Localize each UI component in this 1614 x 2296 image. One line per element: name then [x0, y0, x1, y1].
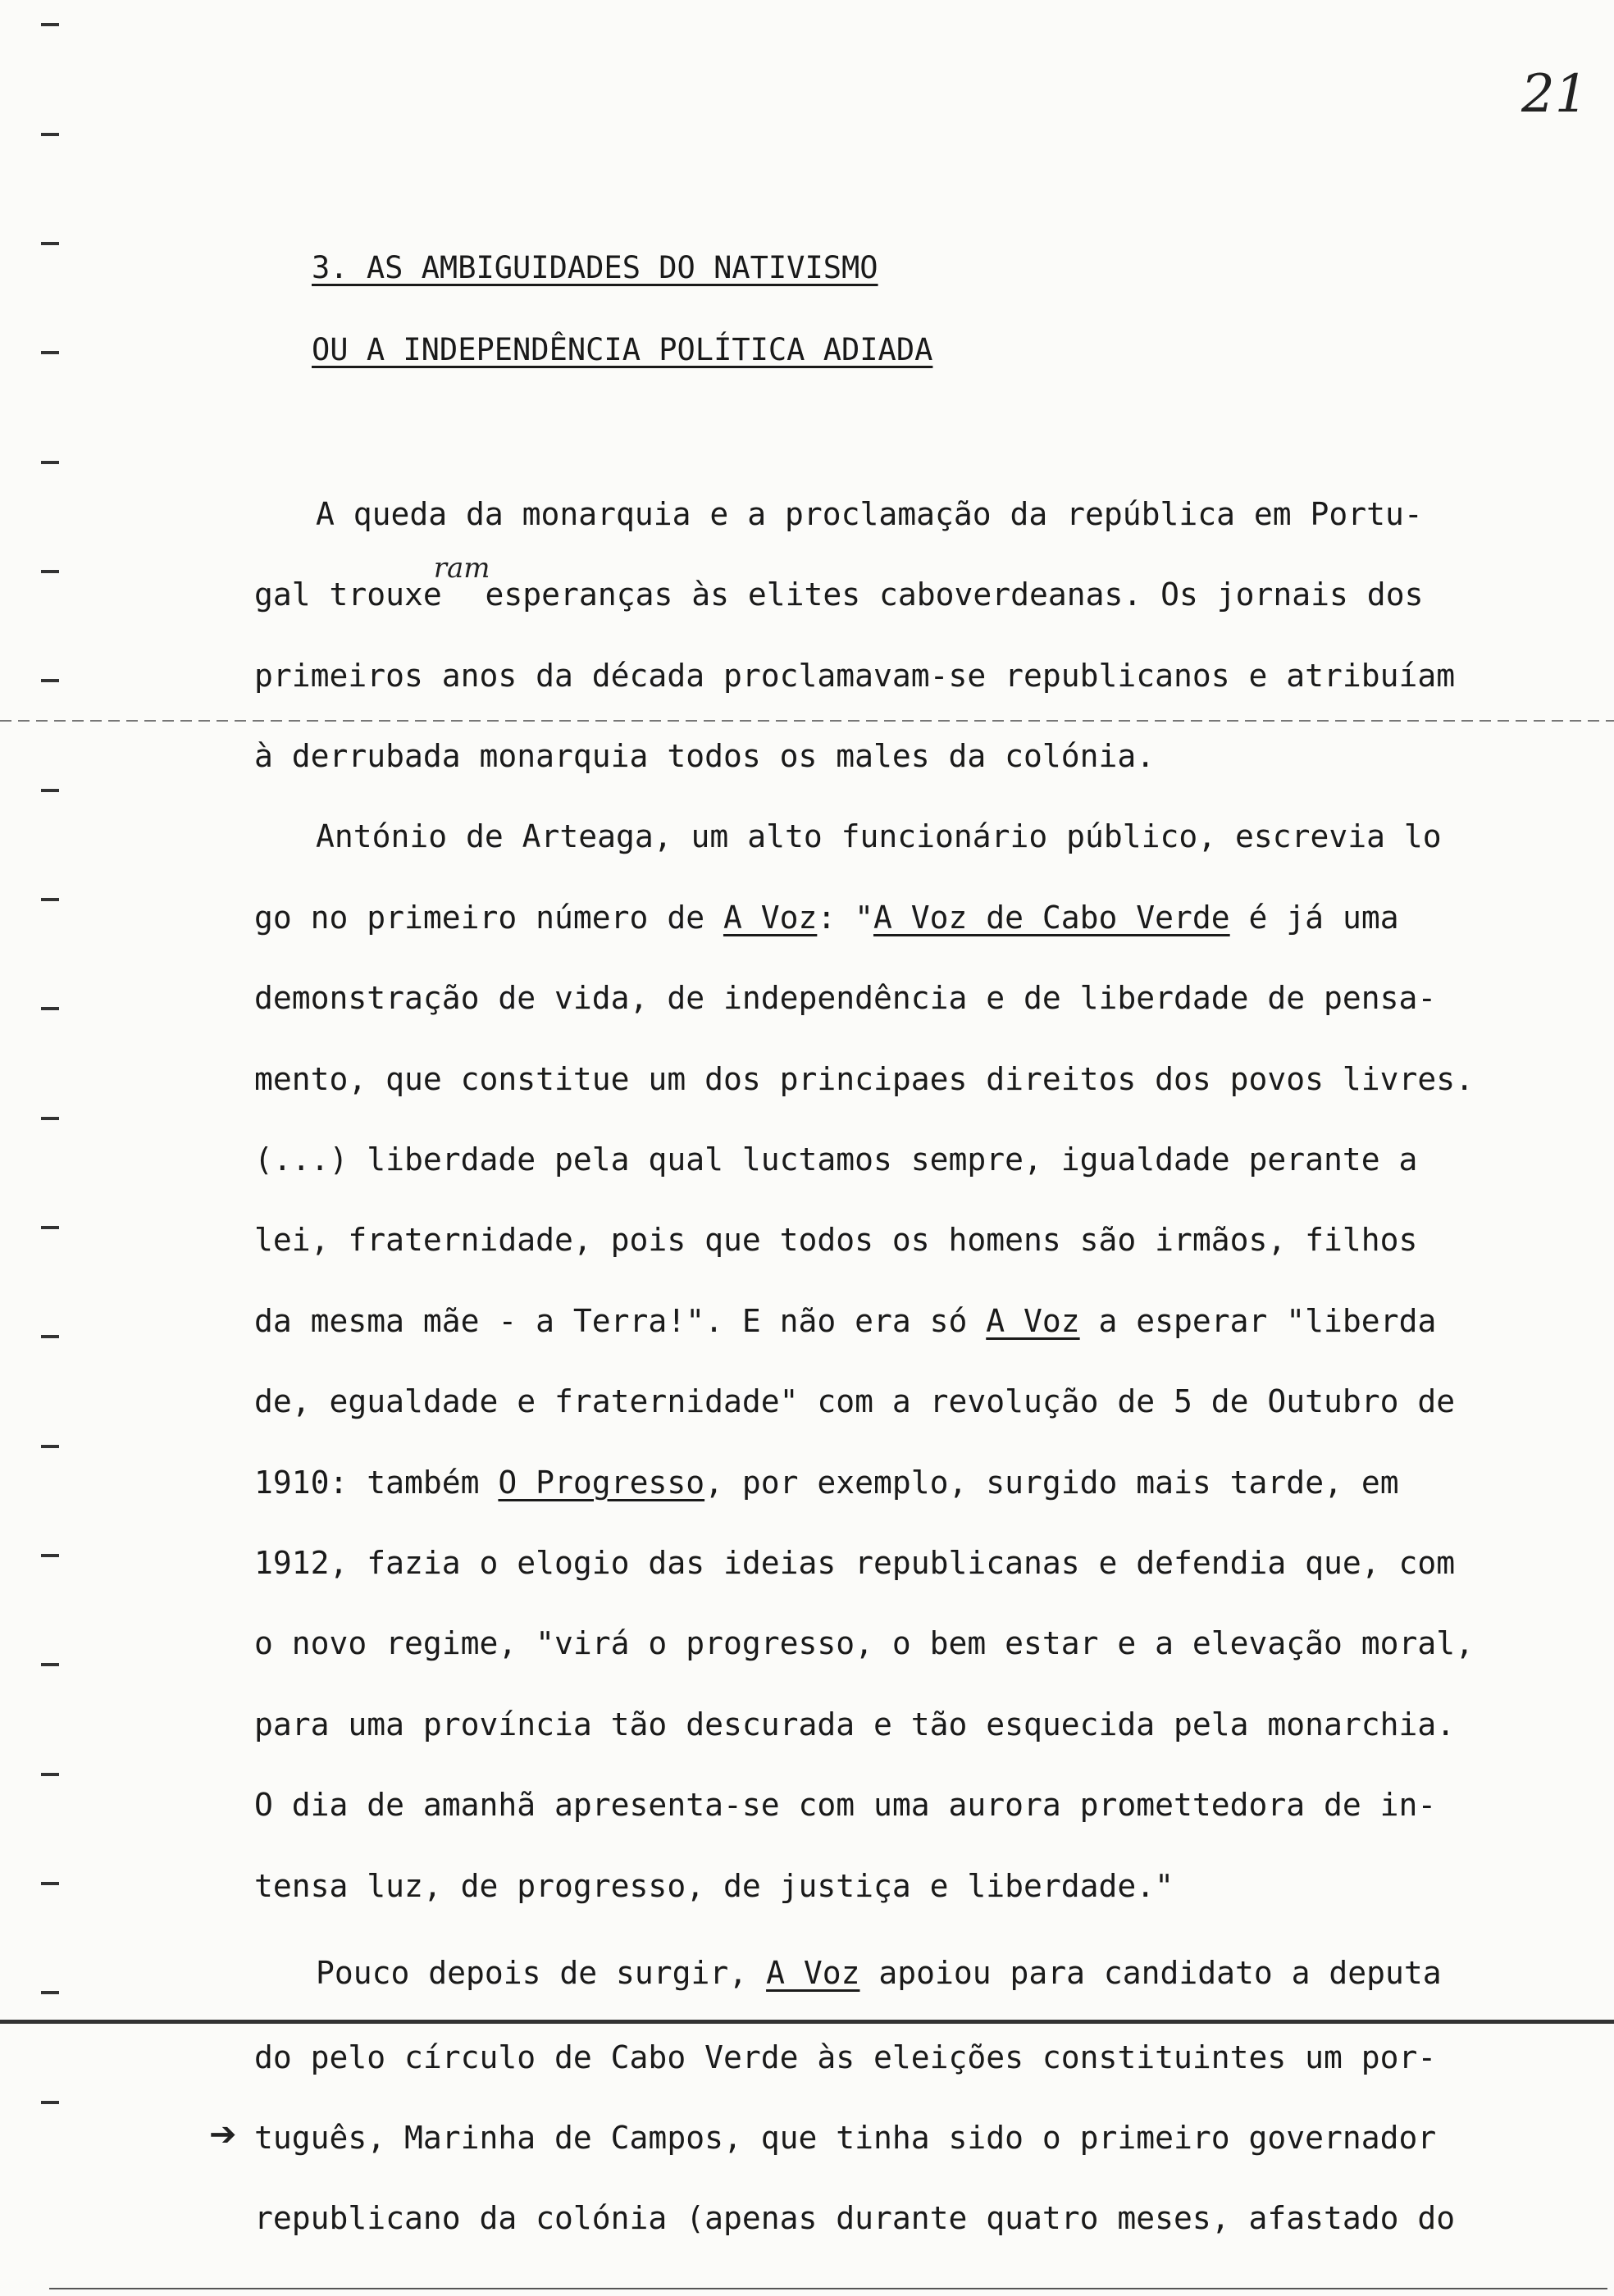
heading-line-1: 3. AS AMBIGUIDADES DO NATIVISMO: [312, 250, 878, 285]
margin-mark: [41, 1882, 59, 1885]
newspaper-title: A Voz: [723, 900, 818, 936]
newspaper-title: A Voz: [986, 1303, 1080, 1339]
scan-line: [0, 720, 1614, 722]
margin-mark: [41, 23, 59, 26]
text-line: do pelo círculo de Cabo Verde às eleições constituintes um por-: [254, 2039, 1437, 2075]
text-line: de, egualdade e fraternidade" com a revolução de 5 de Outubro de: [254, 1383, 1456, 1419]
text-line: António de Arteaga, um alto funcionário público, escrevia lo: [316, 818, 1442, 854]
text-line: [254, 1303, 1436, 1339]
margin-mark: [41, 351, 59, 354]
scan-line: [49, 2288, 1607, 2289]
text-fragment: 1910: também: [254, 1465, 499, 1501]
text-line: (...) liberdade pela qual luctamos sempre, igualdade perante a: [254, 1141, 1418, 1178]
text-line: republicano da colónia (apenas durante quatro meses, afastado do: [254, 2200, 1456, 2236]
margin-mark: [41, 133, 59, 136]
text-line: A queda da monarquia e a proclamação da república em Portu-: [316, 496, 1423, 532]
margin-mark: [41, 789, 59, 792]
margin-mark: [41, 570, 59, 573]
margin-mark: [41, 1663, 59, 1666]
text-line: 1912, fazia o elogio das ideias republicanas e defendia que, com: [254, 1545, 1456, 1581]
text-line: tuguês, Marinha de Campos, que tinha sido o primeiro governador: [254, 2120, 1437, 2156]
text-fragment: , por exemplo, surgido mais tarde, em: [704, 1465, 1399, 1501]
newspaper-title: O Progresso: [498, 1465, 705, 1501]
text-line: O dia de amanhã apresenta-se com uma aurora promettedora de in-: [254, 1787, 1437, 1823]
margin-mark: [41, 1554, 59, 1557]
text-line: mento, que constitue um dos principaes direitos dos povos livres.: [254, 1061, 1475, 1097]
handwritten-insert: ram: [433, 552, 490, 585]
margin-mark: [41, 679, 59, 682]
margin-mark: [41, 898, 59, 901]
text-fragment: da mesma mãe - a Terra!". E não era só: [254, 1303, 987, 1339]
heading-line-2: OU A INDEPENDÊNCIA POLÍTICA ADIADA: [312, 332, 933, 367]
margin-mark: [41, 1226, 59, 1229]
margin-mark: [41, 1773, 59, 1776]
text-fragment: go no primeiro número de: [254, 900, 723, 936]
margin-mark: [41, 2101, 59, 2104]
text-line: o novo regime, "virá o progresso, o bem estar e a elevação moral,: [254, 1625, 1475, 1661]
text-fragment: gal trouxe: [254, 576, 442, 613]
text-fragment: a esperar "liberda: [1079, 1303, 1437, 1339]
margin-mark: [41, 1335, 59, 1338]
margin-mark: [41, 1445, 59, 1448]
page-number: 21: [1521, 64, 1589, 125]
text-line: primeiros anos da década proclamavam-se republicanos e atribuíam: [254, 658, 1456, 694]
text-line: demonstração de vida, de independência e de liberdade de pensa-: [254, 980, 1437, 1016]
text-fragment: Pouco depois de surgir,: [316, 1955, 767, 1991]
text-fragment: é já uma: [1229, 900, 1399, 936]
newspaper-title: A Voz: [766, 1955, 860, 1991]
text-fragment: apoiou para candidato a deputa: [859, 1955, 1442, 1991]
margin-mark: [41, 1007, 59, 1010]
text-line: para uma província tão descurada e tão esquecida pela monarchia.: [254, 1706, 1456, 1742]
text-fragment: esperanças às elites caboverdeanas. Os jornais dos: [485, 576, 1424, 613]
text-line: [254, 900, 1399, 936]
scan-line: [0, 2020, 1614, 2024]
text-line: à derrubada monarquia todos os males da colónia.: [254, 738, 1156, 774]
text-fragment: : ": [817, 900, 873, 936]
text-line: [316, 1955, 1442, 1991]
margin-mark: [41, 1117, 59, 1120]
margin-mark: [41, 242, 59, 245]
text-line: [254, 552, 1424, 613]
arrow-icon: ➔: [209, 2116, 237, 2153]
text-line: [254, 1465, 1399, 1501]
newspaper-title: A Voz de Cabo Verde: [873, 900, 1230, 936]
text-line: tensa luz, de progresso, de justiça e liberdade.": [254, 1868, 1174, 1904]
text-line: lei, fraternidade, pois que todos os homens são irmãos, filhos: [254, 1222, 1418, 1258]
margin-mark: [41, 461, 59, 464]
margin-mark: [41, 1991, 59, 1994]
